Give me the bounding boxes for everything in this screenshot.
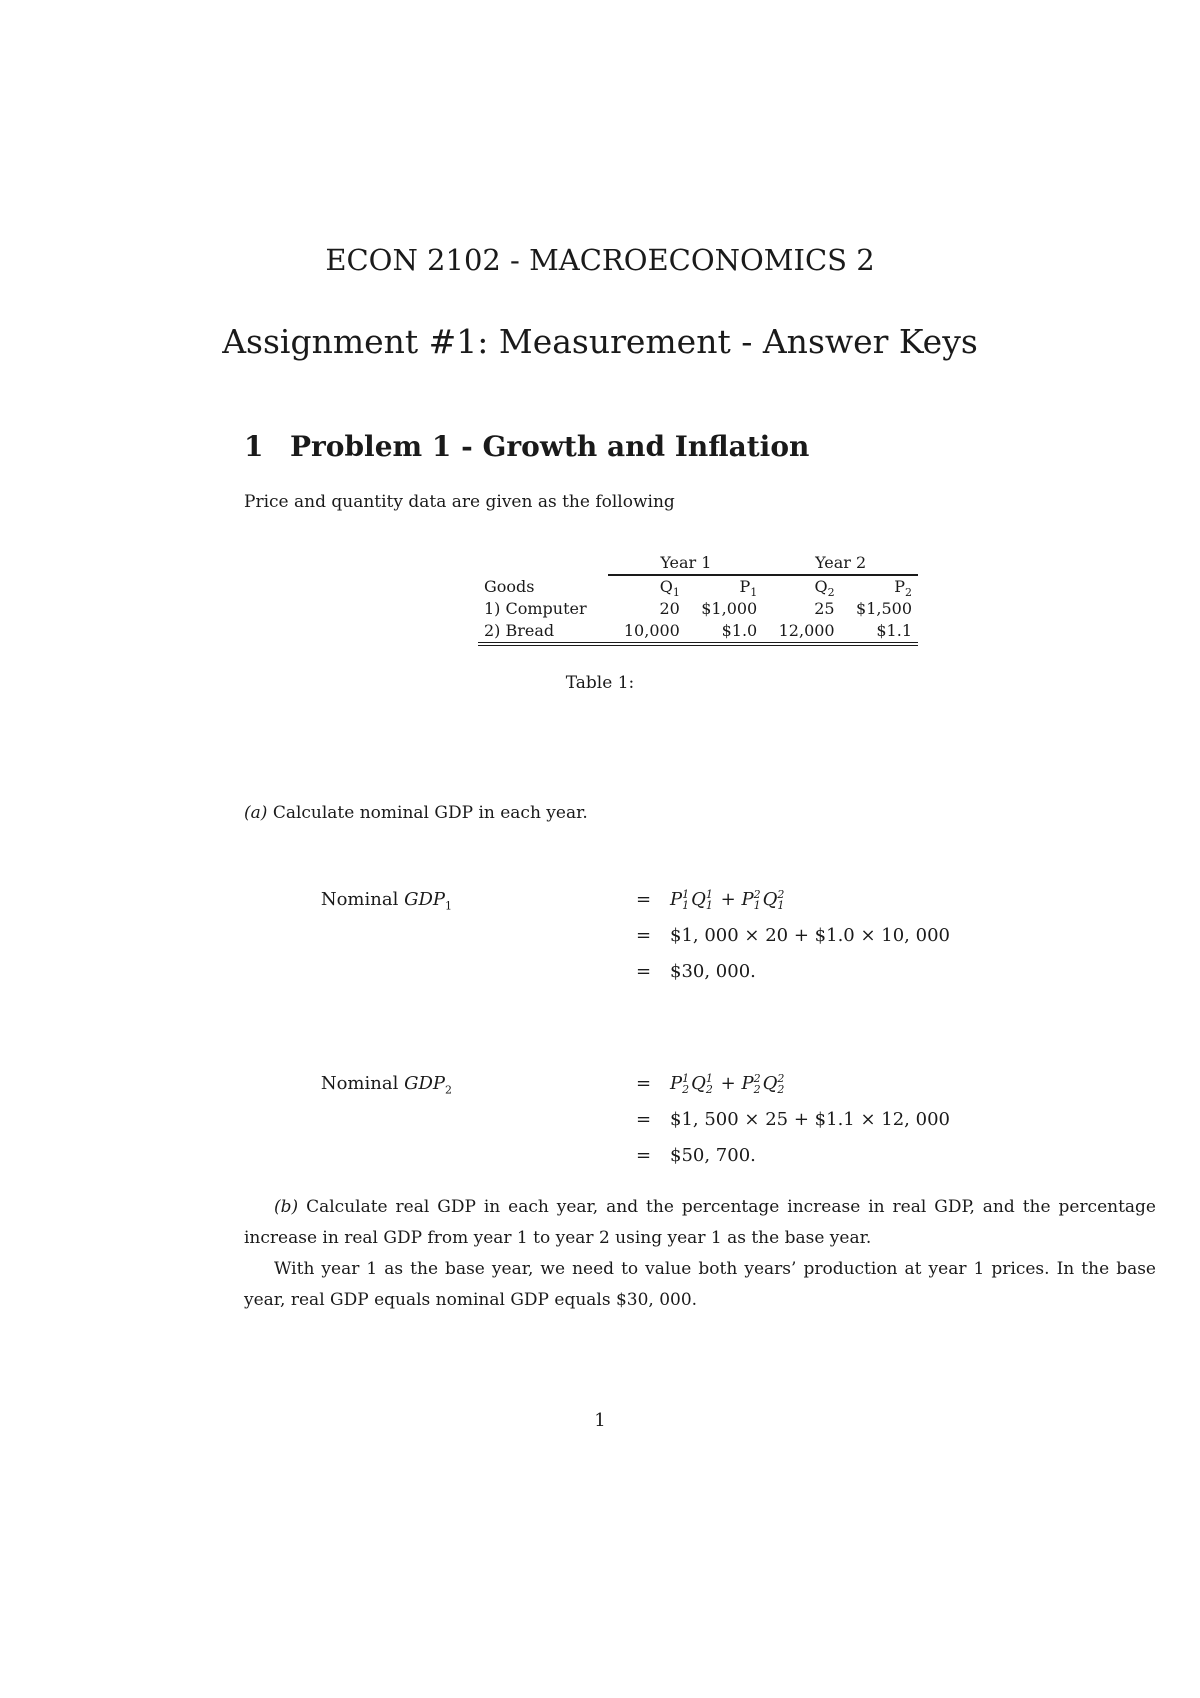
col-q2: $Q_2$ (814, 577, 835, 600)
col-p2: $P_2$ (894, 577, 912, 600)
price-quantity-table (478, 552, 918, 646)
equation-gdp1-line2: = $1, 000 × 20 + $1.0 × 10, 000 (636, 925, 950, 946)
table-row: 2) Bread 10,000 $1.0 12,000 $1.1 (478, 620, 918, 644)
section-heading (244, 430, 809, 463)
col-q1: $Q_1$ (659, 577, 680, 600)
year2-header: Year 2 (763, 552, 918, 575)
question-b-label: (b) (274, 1197, 299, 1217)
equation-gdp1-line1: Nominal $GDP_1$ = P 1 1 Q 1 1 + P 2 1 Q 2 1 (0, 882, 1200, 918)
table-row: 1) Computer 20 $1,000 25 $1,500 (484, 599, 912, 618)
gdp1-formula: P 1 1 Q 1 1 + P 2 1 Q 2 1 (670, 888, 785, 912)
intro-text: Price and quantity data are given as the following (244, 492, 675, 512)
page-number: 1 (594, 1410, 606, 1431)
equation-gdp1-line3: = $30, 000. (636, 961, 756, 982)
course-title: ECON 2102 - MACROECONOMICS 2 (325, 243, 875, 277)
section-title: Problem 1 - Growth and Inflation (290, 430, 810, 463)
col-p1: $P_1$ (739, 577, 758, 600)
year1-header: Year 1 (608, 552, 763, 575)
question-a-text: Calculate nominal GDP in each year. (272, 803, 588, 823)
col-goods: Goods (484, 576, 535, 596)
question-a (244, 798, 588, 829)
question-a-label: (a) (244, 803, 268, 823)
equation-gdp2-line2: = $1, 500 × 25 + $1.1 × 12, 000 (636, 1109, 950, 1130)
equation-gdp2-line1: Nominal $GDP_2$ = P 1 2 Q 1 2 + P 2 2 Q 2 2 (0, 1066, 1200, 1102)
section-number: 1 (244, 430, 264, 463)
table-caption: Table 1: (565, 673, 635, 693)
equation-gdp2-line3: = $50, 700. (636, 1145, 756, 1166)
question-b (244, 1192, 1156, 1316)
question-b-paragraph: With year 1 as the base year, we need to value both years’ production at year 1 prices. In the base year, real GDP equals nominal GDP equals $30, 000. (244, 1259, 1156, 1310)
question-b-text: Calculate real GDP in each year, and the percentage increase in real GDP, and the percentage increase in real GDP from year 1 to year 2 using year 1 as the base year. (244, 1197, 1156, 1248)
gdp2-formula: P 1 2 Q 1 2 + P 2 2 Q 2 2 (670, 1072, 785, 1096)
assignment-title: Assignment #1: Measurement - Answer Keys (222, 322, 978, 361)
